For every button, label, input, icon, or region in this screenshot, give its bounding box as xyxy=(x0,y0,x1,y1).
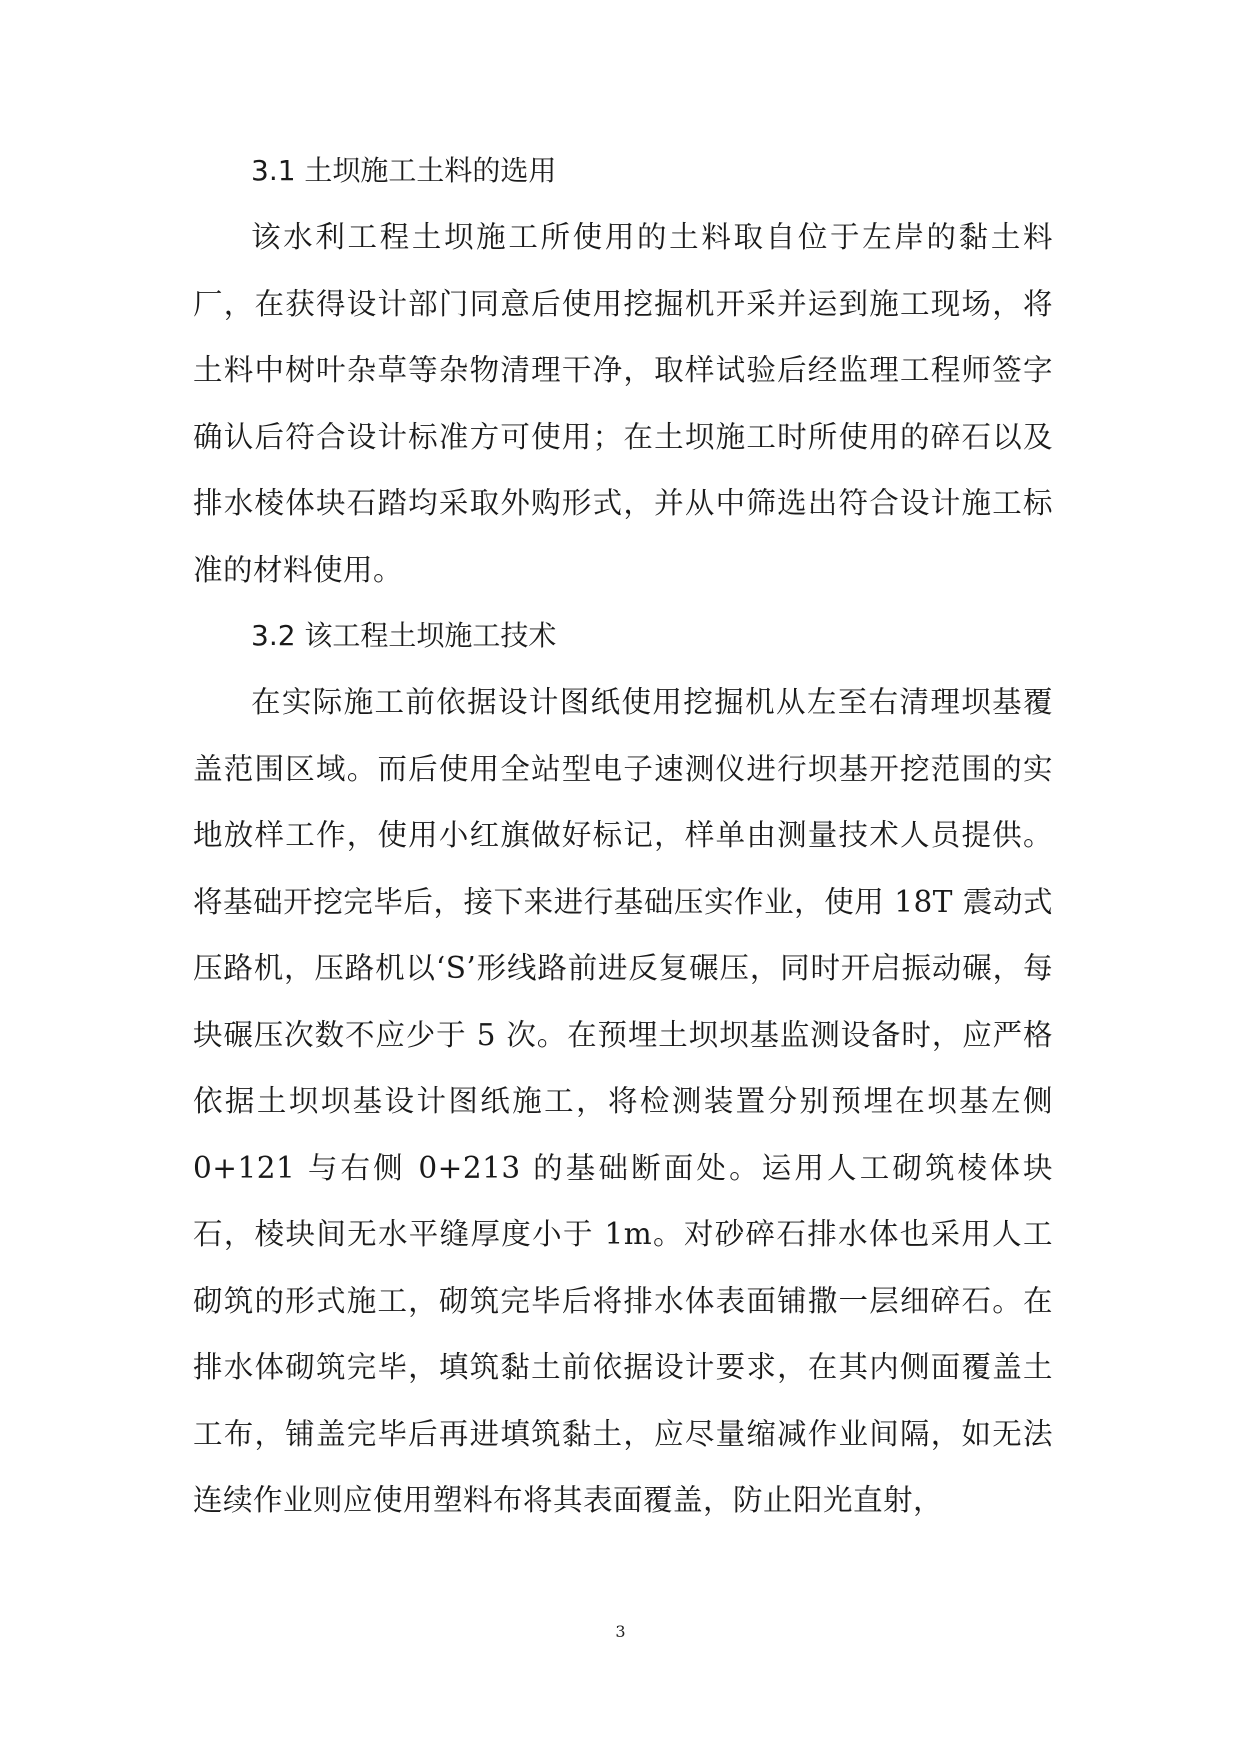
section-3-1-paragraph: 该水利工程土坝施工所使用的土料取自位于左岸的黏土料厂，在获得设计部门同意后使用挖掘机开采并运到施工现场，将土料中树叶杂草等杂物清理干净，取样试验后经监理工程师签字确认后符合设计标准方可使用；在土坝施工时所使用的碎石以及排水棱体块石踏均采取外购形式，并从中筛选出符合设计施工标准的材料使用。 xyxy=(193,220,1053,587)
section-heading-3-2: 3.2 该工程土坝施工技术 xyxy=(251,619,557,652)
page-content xyxy=(193,138,1053,1534)
page-number: 3 xyxy=(615,1622,626,1641)
section-3-2-paragraph: 在实际施工前依据设计图纸使用挖掘机从左至右清理坝基覆盖范围区域。而后使用全站型电子速测仪进行坝基开挖范围的实地放样工作，使用小红旗做好标记，样单由测量技术人员提供。将基础开挖完毕后，接下来进行基础压实作业，使用 18T 震动式压路机，压路机以‘S’形线路前进反复碾压，同时开启振动碾，每块碾压次数不应少于 5 次。在预埋土坝坝基监测设备时，应严格依据土坝坝基设计图纸施工，将检测装置分别预埋在坝基左侧 0+121 与右侧 0+213 的基础断面处。运用人工砌筑棱体块石，棱块间无水平缝厚度小于 1m。对砂碎石排水体也采用人工砌筑的形式施工，砌筑完毕后将排水体表面铺撒一层细碎石。在排水体砌筑完毕，填筑黏土前依据设计要求，在其内侧面覆盖土工布，铺盖完毕后再进填筑黏土，应尽量缩减作业间隔，如无法连续作业则应使用塑料布将其表面覆盖，防止阳光直射， xyxy=(193,685,1053,1517)
section-heading-3-1: 3.1 土坝施工土料的选用 xyxy=(251,154,557,187)
